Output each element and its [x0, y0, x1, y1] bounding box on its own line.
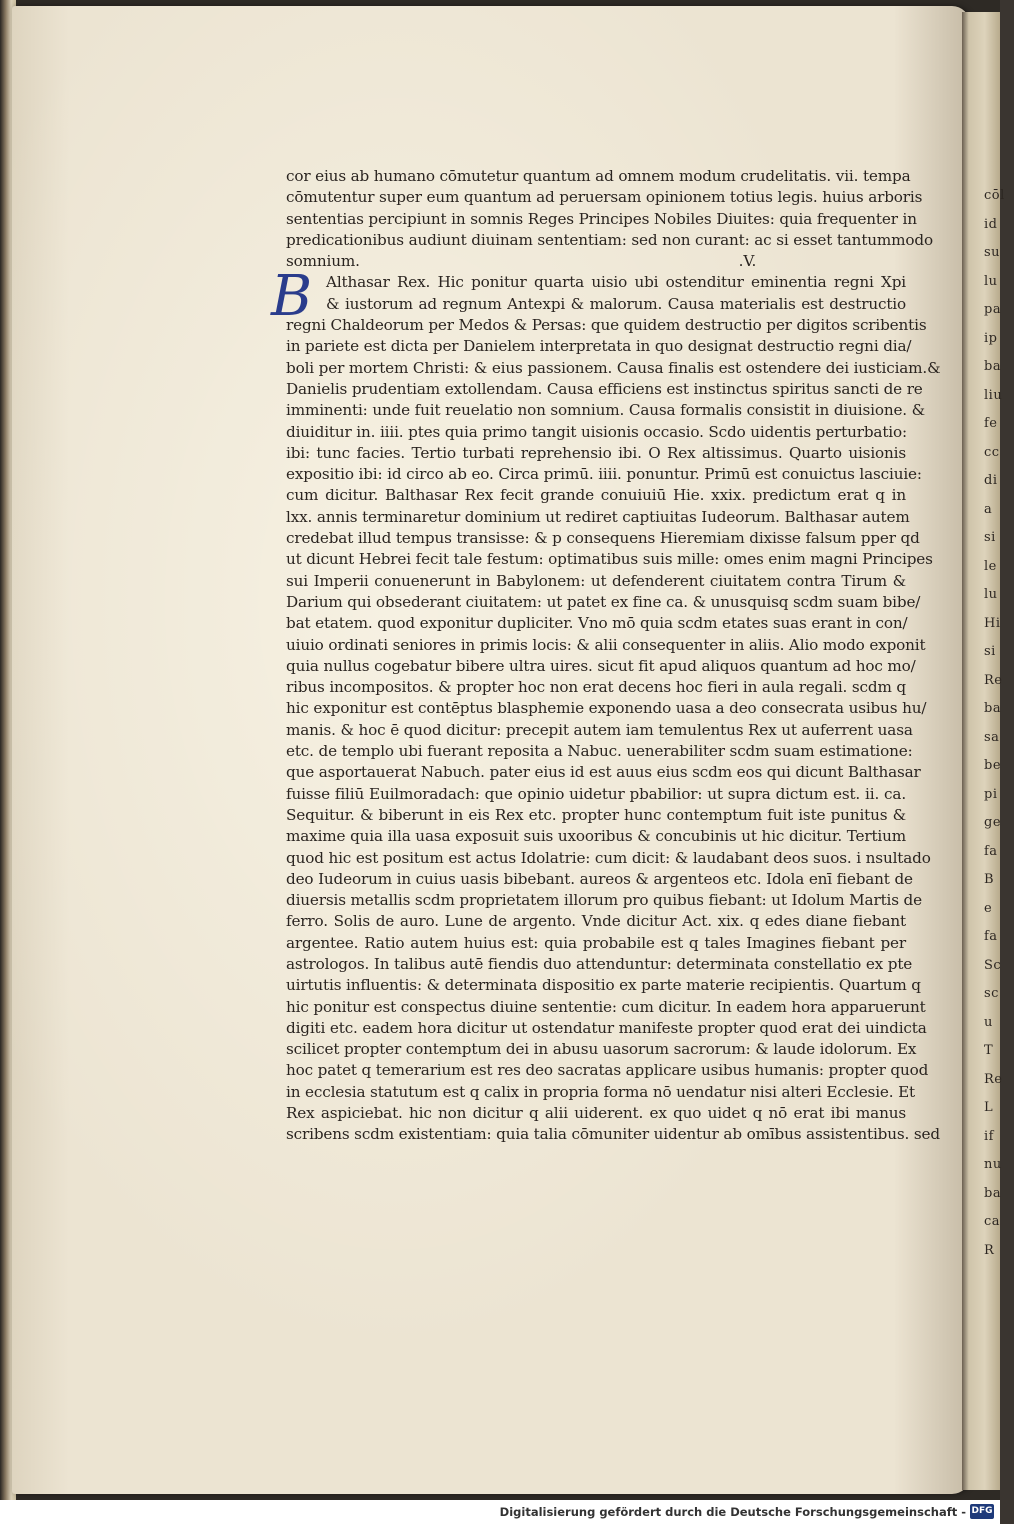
- text-line: fuisse filiū Euilmoradach: que opinio uidetur pbabilior: ut supra dictum est. ii. ca.: [286, 784, 906, 803]
- facing-page-edge: [962, 12, 1005, 1490]
- text-line: quod hic est positum est actus Idolatrie: cum dicit: & laudabant deos suos. i nsultado: [286, 848, 931, 867]
- text-line: Rex aspiciebat. hic non dicitur q alii uiderent. ex quo uidet q nō erat ibi manus: [286, 1104, 906, 1123]
- facing-page-text: cōl id su lu pa ip ba liu fe cc di a si le lu Hi si Re ba sa be pi ge fa B e fa Sc sc u T Re L if nu ba ca R: [984, 188, 1005, 1258]
- text-line: Sequitur. & biberunt in eis Rex etc. propter hunc contemptum fuit iste punitus &: [286, 805, 906, 824]
- text-line: astrologos. In talibus autē fiendis duo attenduntur: determinata constellatio ex pte: [286, 954, 913, 973]
- text-line: manis. & hoc ē quod dicitur: precepit autem iam temulentus Rex ut auferrent uasa: [286, 720, 913, 739]
- text-line: scribens scdm existentiam: quia talia cōmuniter uidentur ab omībus assistentibus. sed: [286, 1125, 940, 1144]
- text-line: predicationibus audiunt diuinam sententiam: sed non curant: ac si esset tantummodo: [286, 230, 933, 249]
- text-line: etc. de templo ubi fuerant reposita a Nabuc. uenerabiliter scdm suam estimatione:: [286, 742, 913, 761]
- text-line: deo Iudeorum in cuius uasis bibebant. aureos & argenteos etc. Idola enī fiebant de: [286, 869, 913, 888]
- paragraph-section-v: [286, 272, 941, 1145]
- dfg-logo[interactable]: DFG: [970, 1504, 994, 1519]
- text-line: Darium qui obsederant ciuitatem: ut patet ex fine ca. & unusquisq scdm suam bibe/: [286, 592, 921, 611]
- text-line: imminenti: unde fuit reuelatio non somnium. Causa formalis consistit in diuisione. &: [286, 401, 926, 420]
- text-line: hoc patet q temerarium est res deo sacratas applicare usibus humanis: propter quod: [286, 1061, 929, 1080]
- text-line: uiuio ordinati seniores in primis locis: & alii consequenter in aliis. Alio modo exponit: [286, 635, 926, 654]
- text-line: in ecclesia statutum est q calix in propria forma nō uendatur nisi alteri Ecclesie. Et: [286, 1082, 915, 1101]
- text-line: quia nullus cogebatur bibere ultra uires. sicut fit apud aliquos quantum ad hoc mo/: [286, 656, 916, 675]
- text-line: ibi: tunc facies. Tertio turbati reprehensio ibi. O Rex altissimus. Quarto uisionis: [286, 443, 906, 462]
- text-line: boli per mortem Christi: & eius passionem. Causa finalis est ostendere dei iusticiam.&: [286, 358, 941, 377]
- text-line: digiti etc. eadem hora dicitur ut ostendatur manifeste propter quod erat dei uindicta: [286, 1018, 927, 1037]
- text-line: hic exponitur est contēptus blasphemie exponendo uasa a deo consecrata usibus hu/: [286, 699, 927, 718]
- text-line: lxx. annis terminaretur dominium ut rediret captiuitas Iudeorum. Balthasar autem: [286, 507, 910, 526]
- text-line: diuiditur in. iiii. ptes quia primo tangit uisionis occasio. Scdo uidentis perturbatio:: [286, 422, 907, 441]
- text-line: & iustorum ad regnum Antexpi & malorum. Causa materialis est destructio: [326, 294, 906, 313]
- text-line: cor eius ab humano cōmutetur quantum ad omnem modum crudelitatis. vii. tempa: [286, 167, 911, 185]
- text-line: Althasar Rex. Hic ponitur quarta uisio ubi ostenditur eminentia regni Xpi: [326, 273, 906, 292]
- text-line: somnium. .V.: [286, 252, 757, 271]
- text-line: expositio ibi: id circo ab eo. Circa primū. iiii. ponuntur. Primū est conuictus lasciuie:: [286, 465, 922, 484]
- text-line: uirtutis influentis: & determinata dispositio ex parte materie recipientis. Quartum q: [286, 976, 921, 995]
- paragraph-previous: [286, 166, 933, 272]
- text-line: ut dicunt Hebrei fecit tale festum: optimatibus suis mille: omes enim magni Principes: [286, 550, 933, 569]
- text-line: maxime quia illa uasa exposuit suis uxooribus & concubinis ut hic dicitur. Tertium: [286, 827, 906, 846]
- page-text: [286, 166, 941, 1146]
- text-line: ferro. Solis de auro. Lune de argento. Vnde dicitur Act. xix. q edes diane fiebant: [286, 912, 906, 931]
- text-line: hic ponitur est conspectus diuine sententie: cum dicitur. In eadem hora apparuerunt: [286, 997, 926, 1016]
- funding-notice: Digitalisierung gefördert durch die Deutsche Forschungsgemeinschaft -: [499, 1505, 966, 1519]
- decorated-initial: B: [271, 264, 313, 329]
- text-line: sententias percipiunt in somnis Reges Principes Nobiles Diuites: quia frequenter in: [286, 209, 917, 228]
- text-line: in pariete est dicta per Danielem interpretata in quo designat destructio regni dia/: [286, 337, 912, 356]
- text-line: sui Imperii conuenerunt in Babylonem: ut defenderent ciuitatem contra Tirum &: [286, 571, 906, 590]
- text-line: bat etatem. quod exponitur dupliciter. Vno mō quia scdm etates suas erant in con/: [286, 614, 908, 633]
- text-line: regni Chaldeorum per Medos & Persas: que quidem destructio per digitos scribentis: [286, 316, 927, 335]
- text-line: argentee. Ratio autem huius est: quia probabile est q tales Imagines fiebant per: [286, 933, 906, 952]
- text-line: diuersis metallis scdm proprietatem illorum pro quibus fiebant: ut Idolum Martis de: [286, 891, 922, 910]
- text-line: credebat illud tempus transisse: & p consequens Hieremiam dixisse falsum pper qd: [286, 529, 920, 548]
- text-line: cum dicitur. Balthasar Rex fecit grande conuiuiū Hie. xxix. predictum erat q in: [286, 486, 906, 505]
- text-line: scilicet propter contemptum dei in abusu uasorum sacrorum: & laude idolorum. Ex: [286, 1040, 917, 1059]
- text-line: cōmutentur super eum quantum ad peruersam opinionem totius legis. huius arboris: [286, 188, 923, 207]
- text-line: Danielis prudentiam extollendam. Causa efficiens est instinctus spiritus sancti de re: [286, 379, 923, 398]
- text-line: ribus incompositos. & propter hoc non erat decens hoc fieri in aula regali. scdm q: [286, 678, 906, 697]
- footer-bar: [0, 1500, 1000, 1524]
- text-line: que asportauerat Nabuch. pater eius id est auus eius scdm eos qui dicunt Balthasar: [286, 763, 921, 782]
